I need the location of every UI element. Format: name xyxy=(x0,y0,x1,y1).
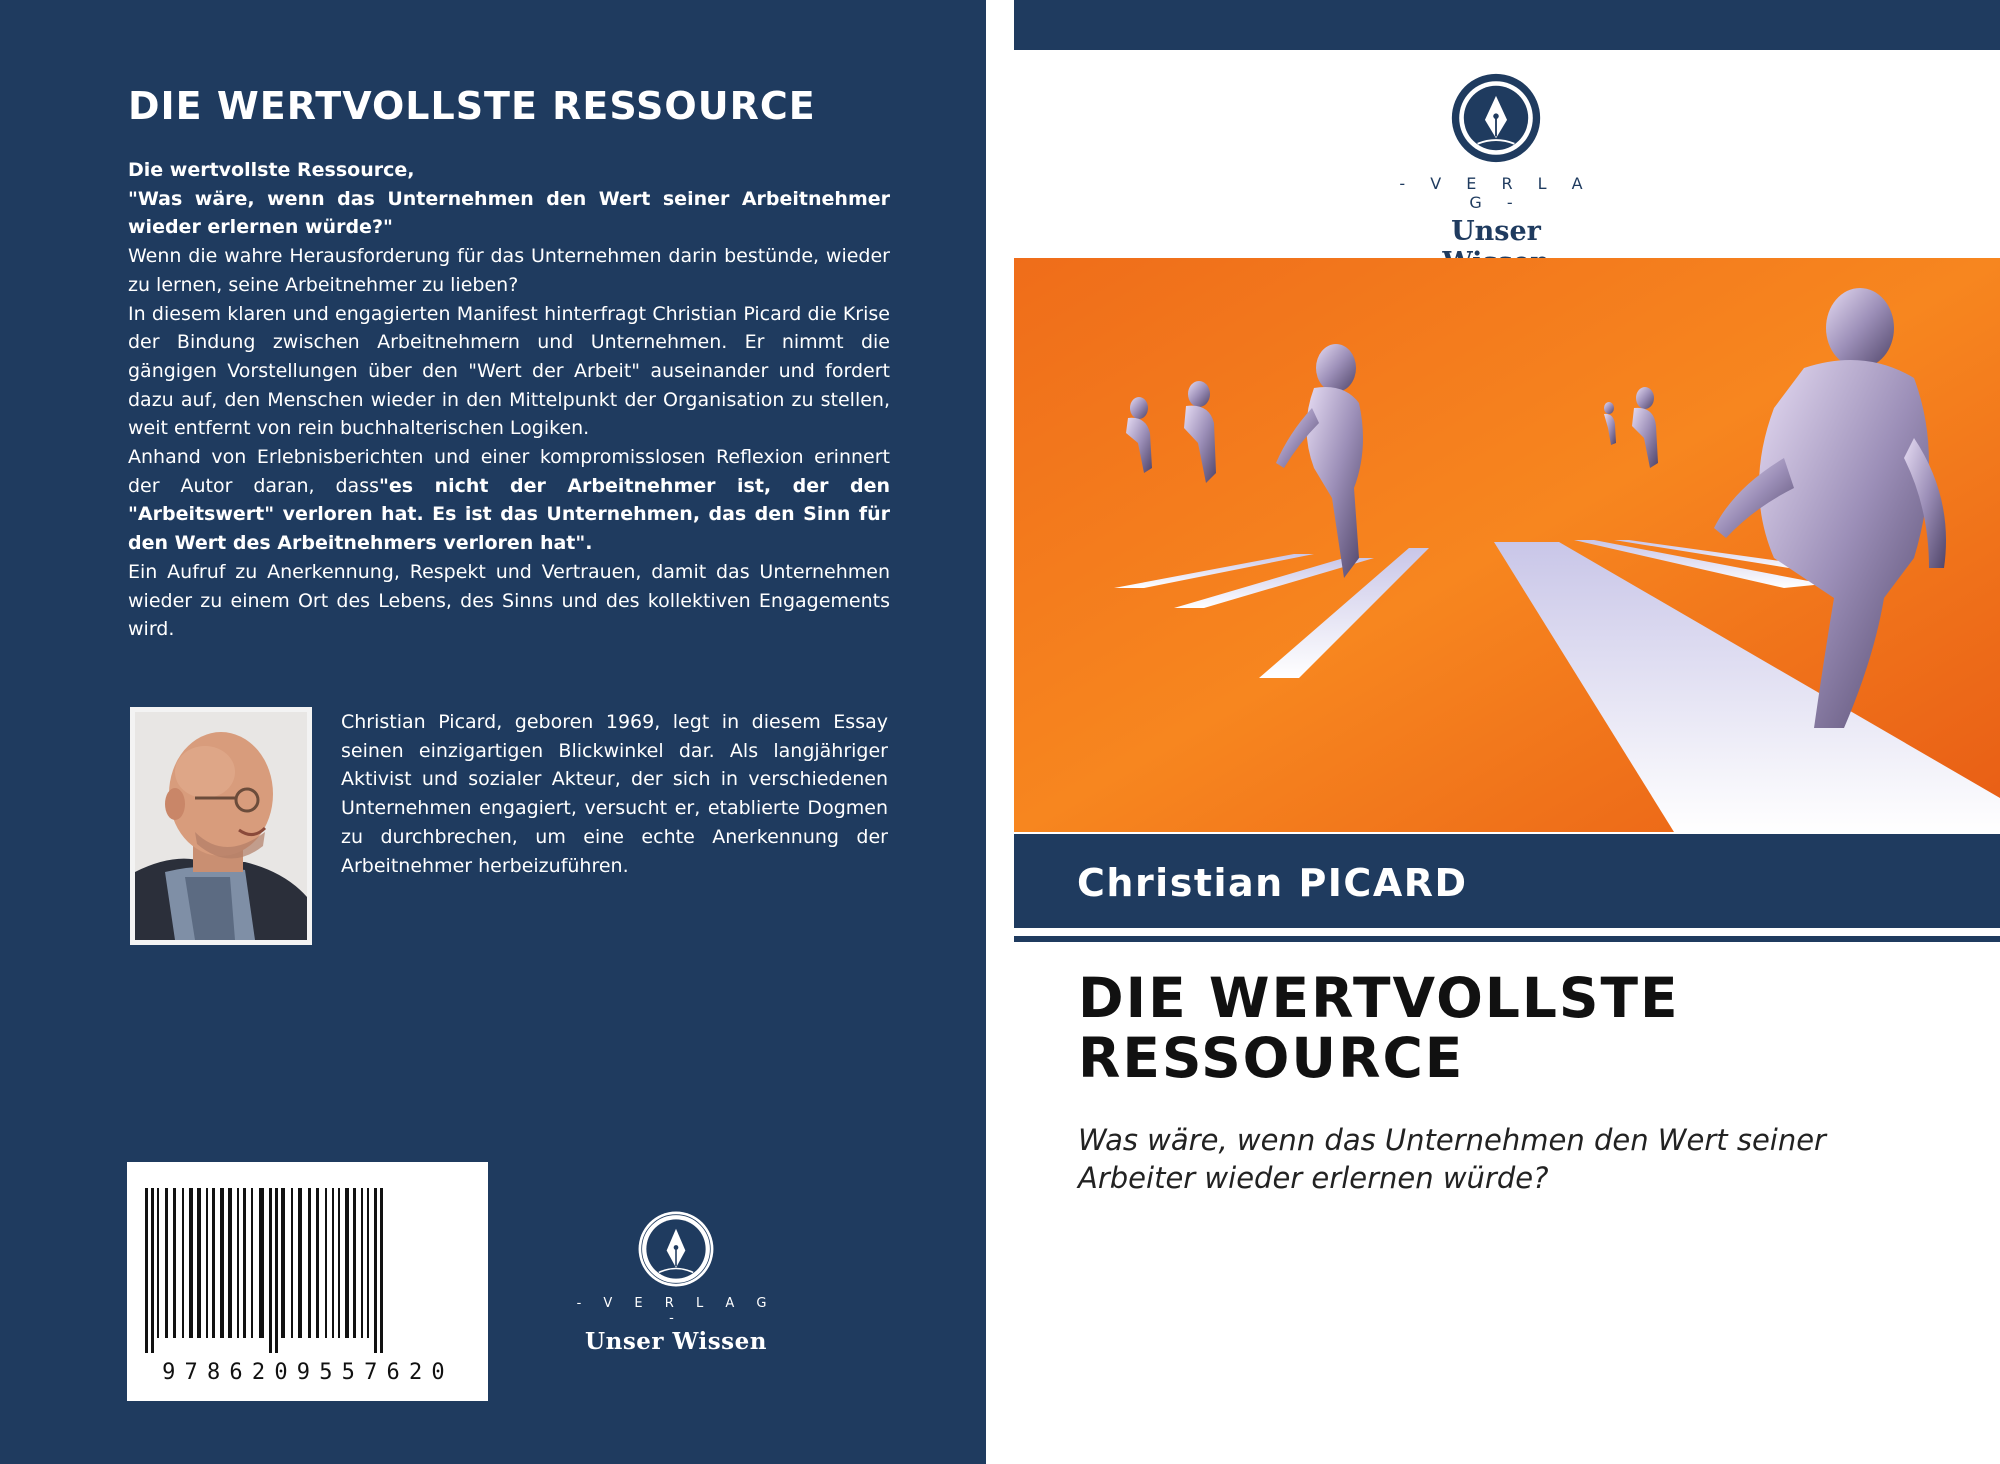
blurb-paragraph: Ein Aufruf zu Anerkennung, Respekt und Vertrauen, damit das Unternehmen wieder zu einem Ort des Lebens, des Sinns und des kollektiven Engagements wird. xyxy=(128,560,890,641)
barcode-bar xyxy=(269,1188,272,1353)
divider-rule xyxy=(1014,936,2000,942)
publisher-logo-front xyxy=(1396,72,1596,278)
blurb-paragraph xyxy=(128,443,890,558)
barcode-bar xyxy=(316,1188,319,1338)
blurb-text: Anhand von Erlebnisberichten und einer kompromisslosen Reflexion erinnert der Autor daran, dass xyxy=(128,446,890,497)
barcode-bar xyxy=(206,1188,208,1338)
logo-brand-name: Unser Wissen xyxy=(585,1328,767,1355)
title-line: RESSOURCE xyxy=(1078,1026,1465,1090)
barcode-bar xyxy=(145,1188,148,1353)
barcode-bar xyxy=(275,1188,278,1353)
barcode-bar xyxy=(308,1188,311,1338)
barcode-bar xyxy=(151,1188,154,1353)
barcode-bar xyxy=(243,1188,246,1338)
barcode-bar xyxy=(251,1188,253,1338)
barcode-bar xyxy=(325,1188,327,1338)
author-name: Christian PICARD xyxy=(1077,861,1468,905)
barcode-bar xyxy=(237,1188,239,1338)
barcode-bar xyxy=(165,1188,168,1338)
barcode-bar xyxy=(259,1188,264,1338)
barcode-bar xyxy=(212,1188,215,1338)
barcode-bar xyxy=(157,1188,159,1338)
pen-nib-icon xyxy=(637,1210,715,1288)
back-cover-title: DIE WERTVOLLSTE RESSOURCE xyxy=(128,84,816,128)
blurb-heading: Die wertvollste Ressource, xyxy=(128,159,415,181)
pen-nib-icon xyxy=(1450,72,1542,164)
isbn-barcode xyxy=(127,1162,488,1401)
front-top-bar xyxy=(1014,0,2000,50)
barcode-bar xyxy=(291,1188,293,1338)
subtitle-line: Arbeiter wieder erlernen würde? xyxy=(1078,1161,1549,1195)
barcode-bars xyxy=(141,1188,471,1363)
blurb-paragraph: In diesem klaren und engagierten Manifest hinterfragt Christian Picard die Krise der Bindung zwischen Arbeitnehmern und Unternehmen. Er nimmt die gängigen Vorstellungen über den "Wert der Arbeit" auseinander und fordert dazu auf, den Menschen wieder in den Mittelpunkt der Organisation zu stellen, weit entfernt von rein buchhalterischen Logiken. xyxy=(128,302,890,440)
blurb-question: "Was wäre, wenn das Unternehmen den Wert seiner Arbeitnehmer wieder erlernen würde?" xyxy=(128,187,890,239)
blurb-paragraph: Wenn die wahre Herausforderung für das Unternehmen darin bestünde, wieder zu lernen, seine Arbeitnehmer zu lieben? xyxy=(128,245,890,296)
barcode-bar xyxy=(332,1188,334,1338)
author-photo xyxy=(130,707,312,945)
barcode-bar xyxy=(374,1188,377,1353)
barcode-bar xyxy=(367,1188,369,1338)
publisher-logo-back xyxy=(576,1210,776,1355)
isbn-number: 9786209557620 xyxy=(162,1360,454,1385)
subtitle-line: Was wäre, wenn das Unternehmen den Wert seiner xyxy=(1078,1123,1826,1157)
logo-verlag-label: - V E R L A G - xyxy=(1399,174,1593,212)
title-line: DIE WERTVOLLSTE xyxy=(1078,966,1680,1030)
logo-verlag-label: - V E R L A G - xyxy=(576,1296,776,1326)
back-cover xyxy=(0,0,986,1464)
barcode-bar xyxy=(281,1188,285,1338)
blurb-quote: "es nicht der Arbeitnehmer ist, der den "Arbeitswert" verloren hat. Es ist das Unternehmen, das den Sinn für den Wert des Arbeitnehmers verloren hat". xyxy=(128,474,890,555)
barcode-bar xyxy=(298,1188,302,1338)
barcode-bar xyxy=(182,1188,184,1338)
logo-brand-name: Unser xyxy=(1451,216,1541,247)
author-bio: Christian Picard, geboren 1969, legt in diesem Essay seinen einzigartigen Blickwinkel dar. Als langjähriger Aktivist und sozialer Akteur, der sich in verschiedenen Unternehmen engagiert, versucht er, etablierte Dogmen zu durchbrechen, um eine echte Anerkennung der Arbeitnehmer herbeizuführen. xyxy=(341,711,888,877)
barcode-bar xyxy=(189,1188,193,1338)
barcode-bar xyxy=(353,1188,356,1338)
barcode-bar xyxy=(220,1188,224,1338)
barcode-bar xyxy=(197,1188,201,1338)
front-cover-title xyxy=(1078,968,1958,1088)
barcode-bar xyxy=(228,1188,232,1338)
barcode-bar xyxy=(380,1188,383,1353)
back-cover-blurb xyxy=(128,156,890,644)
front-cover-subtitle xyxy=(1078,1121,1958,1197)
barcode-bar xyxy=(173,1188,176,1338)
barcode-bar xyxy=(361,1188,363,1338)
author-bar xyxy=(1014,834,2000,928)
barcode-bar xyxy=(345,1188,349,1338)
cover-illustration xyxy=(1014,258,2000,832)
barcode-bar xyxy=(338,1188,340,1338)
